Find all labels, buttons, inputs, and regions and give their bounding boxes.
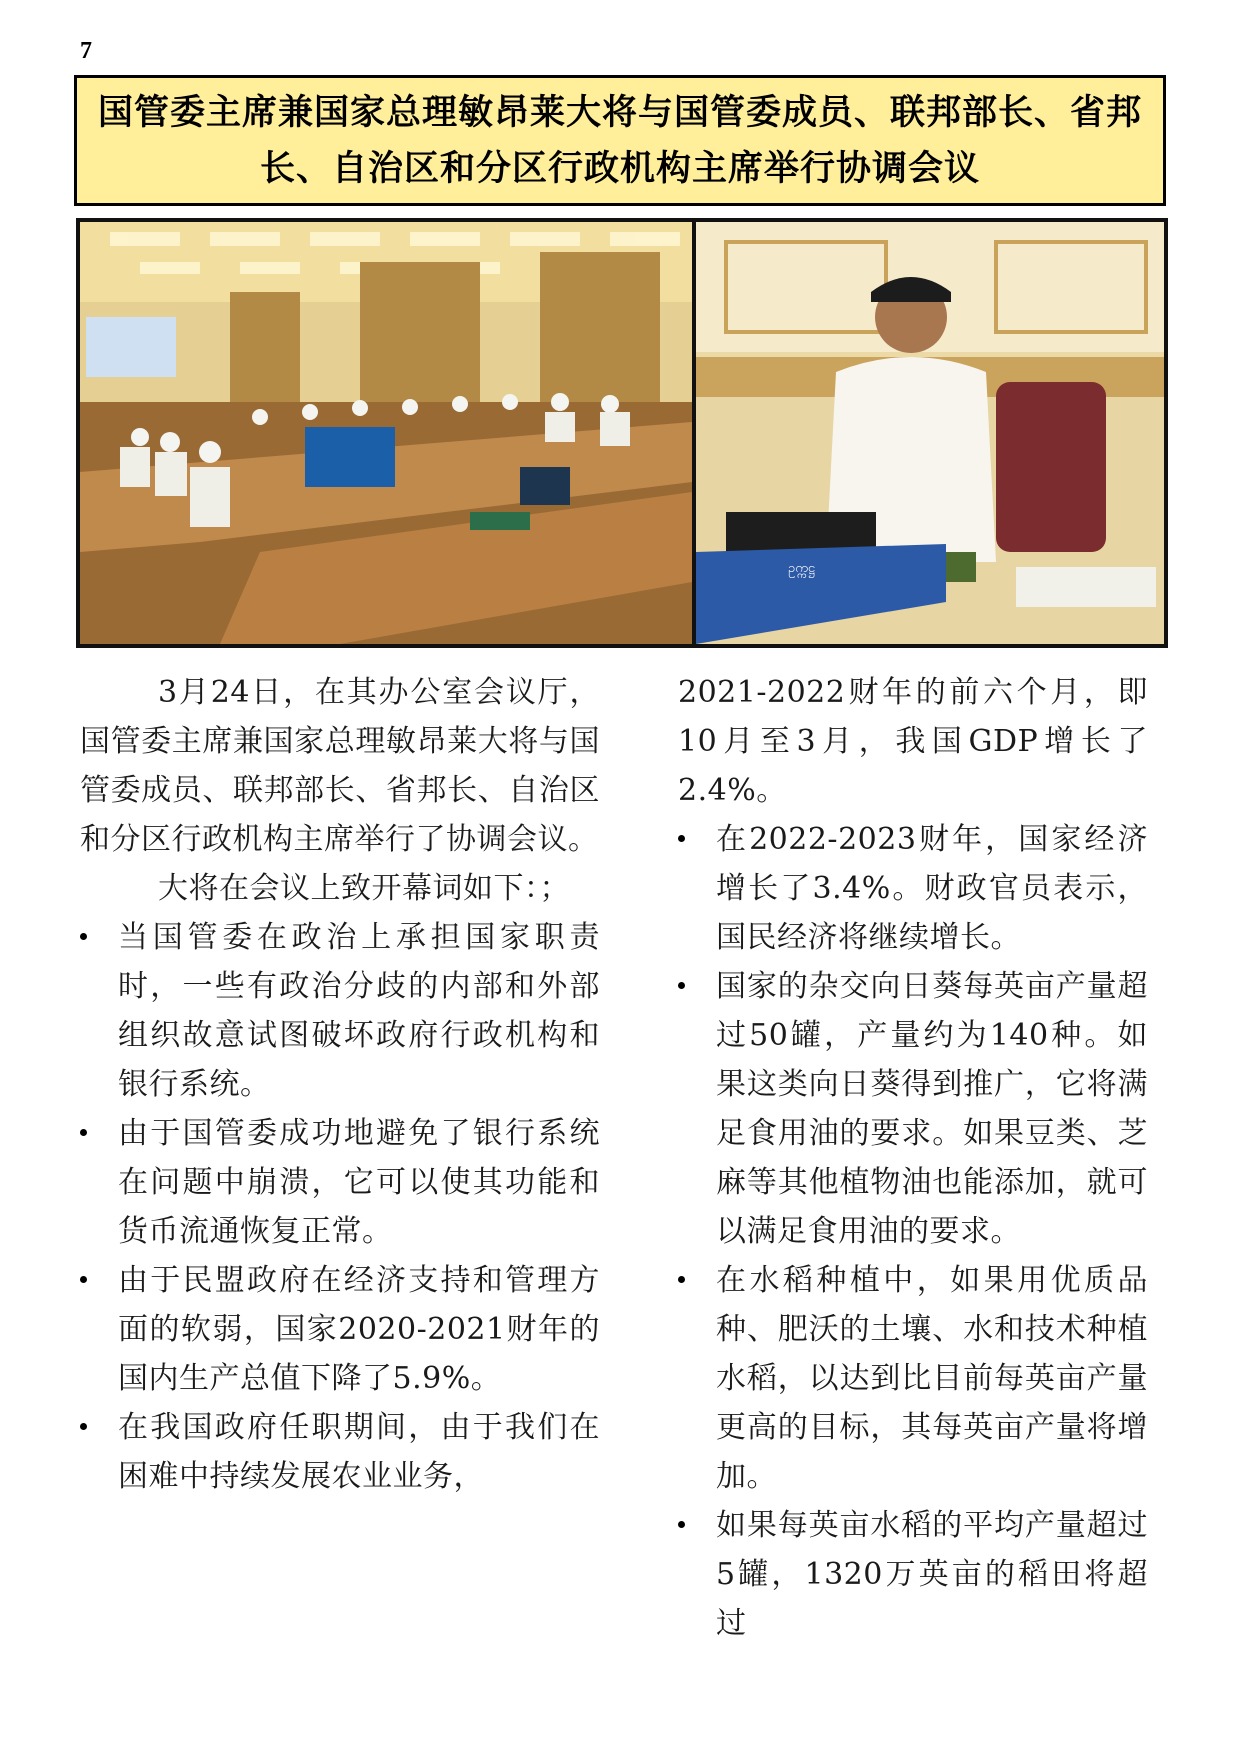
speaker-illustration — [696, 222, 1164, 644]
right-bullet-list — [678, 815, 1148, 1648]
left-bullet-list — [80, 913, 600, 1501]
left-column — [80, 668, 600, 1501]
bullet-dot-icon — [678, 982, 685, 989]
page-title: 国管委主席兼国家总理敏昂莱大将与国管委成员、联邦部长、省邦长、自治区和分区行政机构主席举行协调会议 — [97, 92, 1142, 189]
list-item: 国家的杂交向日葵每英亩产量超过50罐，产量约为140种。如果这类向日葵得到推广，它将满足食用油的要求。如果豆类、芝麻等其他植物油也能添加，就可以满足食用油的要求。 — [678, 962, 1148, 1256]
bullet-dot-icon — [80, 1423, 87, 1430]
bullet-dot-icon — [80, 1276, 87, 1283]
bullet-dot-icon — [678, 1276, 685, 1283]
list-item: 当国管委在政治上承担国家职责时，一些有政治分歧的内部和外部组织故意试图破坏政府行政机构和银行系统。 — [80, 913, 600, 1109]
list-item: 在我国政府任职期间，由于我们在困难中持续发展农业业务， — [80, 1403, 600, 1501]
intro-paragraph: 3月24日，在其办公室会议厅，国管委主席兼国家总理敏昂莱大将与国管委成员、联邦部长、省邦长、自治区和分区行政机构主席举行了协调会议。 — [80, 675, 600, 857]
bullet-dot-icon — [678, 1521, 685, 1528]
meeting-hall-photo — [80, 222, 692, 644]
bullet-dot-icon — [80, 1129, 87, 1136]
meeting-hall-illustration — [80, 222, 692, 644]
title-banner — [74, 75, 1166, 206]
list-item: 由于国管委成功地避免了银行系统在问题中崩溃，它可以使其功能和货币流通恢复正常。 — [80, 1109, 600, 1256]
bullet-dot-icon — [80, 933, 87, 940]
continuation-paragraph: 2021-2022财年的前六个月，即10月至3月，我国GDP增长了2.4%。 — [678, 675, 1148, 808]
list-item: 在水稻种植中，如果用优质品种、肥沃的土壤、水和技术种植水稻，以达到比目前每英亩产量更高的目标，其每英亩产量将增加。 — [678, 1256, 1148, 1501]
nameplate-text: ဥက္ကဋ္ဌ — [788, 561, 815, 576]
list-item: 如果每英亩水稻的平均产量超过5罐，1320万英亩的稻田将超过 — [678, 1501, 1148, 1648]
photo-strip — [76, 218, 1168, 648]
bullet-dot-icon — [678, 835, 685, 842]
list-item: 在2022-2023财年，国家经济增长了3.4%。财政官员表示，国民经济将继续增长。 — [678, 815, 1148, 962]
right-column — [678, 668, 1148, 1648]
speaker-photo — [696, 222, 1164, 644]
opening-paragraph: 大将在会议上致开幕词如下：； — [158, 871, 570, 906]
list-item: 由于民盟政府在经济支持和管理方面的软弱，国家2020-2021财年的国内生产总值下降了5.9%。 — [80, 1256, 600, 1403]
page-number: 7 — [80, 38, 92, 64]
